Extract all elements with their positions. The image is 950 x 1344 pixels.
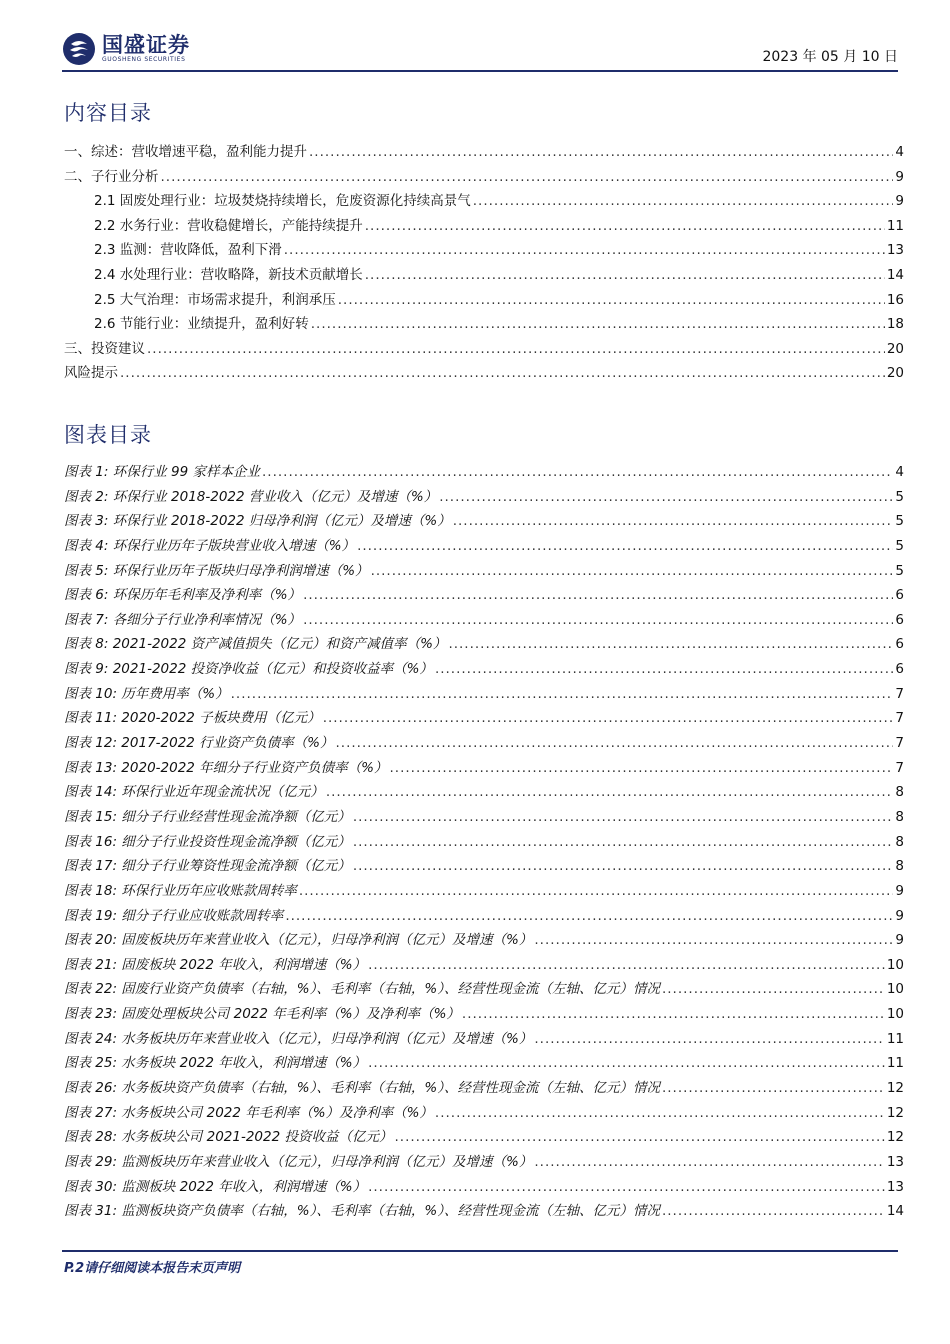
entry-label: 图表 9: 2021-2022 投资净收益（亿元）和投资收益率（%） (64, 661, 433, 678)
toc-entry[interactable] (64, 509, 904, 534)
toc-entry[interactable] (64, 854, 904, 879)
entry-page-number: 7 (895, 735, 904, 752)
entry-page-number: 8 (895, 784, 904, 801)
header-divider (62, 70, 898, 72)
toc-entry[interactable] (64, 706, 904, 731)
dot-leader (323, 710, 894, 726)
toc-entry[interactable] (64, 731, 904, 756)
entry-page-number: 8 (895, 858, 904, 875)
toc-entry[interactable] (64, 904, 904, 929)
entry-page-number: 10 (886, 956, 904, 973)
entry-label: 图表 3: 环保行业 2018-2022 归母净利润（亿元）及增速（%） (64, 513, 451, 530)
entry-label: 图表 17: 细分子行业筹资性现金流净额（亿元） (64, 858, 351, 875)
entry-label: 图表 2: 环保行业 2018-2022 营业收入（亿元）及增速（%） (64, 488, 438, 505)
entry-page-number: 14 (886, 1203, 904, 1220)
entry-page-number: 6 (895, 636, 904, 653)
entry-label: 一、综述：营收增速平稳，盈利能力提升 (64, 144, 307, 160)
entry-page-number: 20 (886, 365, 904, 382)
entry-label: 图表 30: 监测板块 2022 年收入，利润增速（%） (64, 1178, 367, 1195)
dot-leader (390, 760, 894, 776)
entry-label: 二、子行业分析 (64, 168, 159, 185)
entry-label: 2.6 节能行业：业绩提升，盈利好转 (94, 316, 309, 333)
dot-leader (353, 809, 894, 825)
dot-leader (473, 193, 894, 209)
entry-page-number: 9 (895, 907, 904, 924)
dot-leader (394, 1129, 884, 1145)
dot-leader (448, 636, 893, 652)
logo-name-cn: 国盛证券 (102, 33, 190, 57)
entry-page-number: 11 (886, 1030, 904, 1047)
toc-entry[interactable] (64, 583, 904, 608)
entry-label: 2.4 水处理行业：营收略降，新技术贡献增长 (94, 266, 363, 283)
entry-page-number: 7 (895, 759, 904, 776)
entry-label: 图表 29: 监测板块历年来营业收入（亿元），归母净利润（亿元）及增速（%） (64, 1153, 533, 1170)
dot-leader (336, 735, 894, 751)
dot-leader (435, 1105, 885, 1121)
page-header (62, 26, 898, 72)
entry-label: 图表 6: 环保历年毛利率及净利率（%） (64, 587, 302, 604)
dot-leader (120, 365, 885, 381)
report-date: 2023 年 05 月 10 日 (762, 49, 898, 65)
entry-label: 图表 28: 水务板块公司 2021-2022 投资收益（亿元） (64, 1129, 393, 1146)
entry-label: 图表 8: 2021-2022 资产减值损失（亿元）和资产减值率（%） (64, 636, 447, 653)
entry-page-number: 4 (895, 464, 904, 480)
toc-entry[interactable] (64, 632, 904, 657)
toc-entry[interactable] (64, 534, 904, 559)
toc-entry[interactable] (64, 682, 904, 707)
entry-label: 图表 15: 细分子行业经营性现金流净额（亿元） (64, 808, 351, 825)
dot-leader (534, 1031, 884, 1047)
entry-label: 2.2 水务行业：营收稳健增长，产能持续提升 (94, 217, 363, 234)
toc-entry[interactable] (64, 657, 904, 682)
entry-label: 三、投资建议 (64, 340, 145, 357)
entry-label: 风险提示 (64, 365, 118, 382)
entry-label: 2.1 固废处理行业：垃圾焚烧持续增长，危废资源化持续高景气 (94, 193, 471, 210)
dot-leader (161, 169, 894, 185)
dot-leader (303, 612, 893, 628)
footer-divider (62, 1250, 898, 1252)
entry-page-number: 7 (895, 710, 904, 727)
entry-page-number: 9 (895, 168, 904, 185)
toc-entry[interactable] (64, 460, 904, 485)
entry-label: 图表 12: 2017-2022 行业资产负债率（%） (64, 735, 334, 752)
toc-entry[interactable] (64, 805, 904, 830)
toc-entry[interactable] (64, 1150, 904, 1175)
dot-leader (365, 218, 885, 234)
dot-leader (284, 242, 885, 258)
dot-leader (309, 144, 893, 160)
dot-leader (147, 341, 885, 357)
entry-page-number: 9 (895, 882, 904, 899)
toc-entry[interactable] (64, 189, 904, 214)
entry-page-number: 10 (886, 981, 904, 998)
entry-page-number: 6 (895, 611, 904, 628)
entry-page-number: 5 (895, 513, 904, 530)
toc-entry[interactable] (64, 1027, 904, 1052)
footer-disclaimer: P.2请仔细阅读本报告末页声明 (64, 1261, 241, 1276)
entry-page-number: 10 (886, 1006, 904, 1023)
toc-entry[interactable] (64, 214, 904, 239)
dot-leader (662, 1203, 885, 1219)
toc-entry[interactable] (64, 756, 904, 781)
toc-entry[interactable] (64, 1051, 904, 1076)
entry-page-number: 16 (886, 291, 904, 308)
toc-entry[interactable] (64, 337, 904, 362)
toc-entry[interactable] (64, 361, 904, 386)
toc-entry[interactable] (64, 830, 904, 855)
entry-page-number: 11 (886, 1055, 904, 1072)
dot-leader (299, 883, 894, 899)
entry-page-number: 5 (895, 488, 904, 505)
dot-leader (311, 316, 885, 332)
entry-page-number: 18 (886, 316, 904, 333)
entry-label: 图表 26: 水务板块资产负债率（右轴，%）、毛利率（右轴，%）、经营性现金流（左轴、亿元）情况 (64, 1080, 660, 1097)
toc-entry[interactable] (64, 780, 904, 805)
toc-entry[interactable] (64, 165, 904, 190)
entry-page-number: 6 (895, 661, 904, 678)
dot-leader (453, 513, 894, 529)
entry-page-number: 11 (886, 217, 904, 234)
dot-leader (534, 1154, 884, 1170)
entry-page-number: 6 (895, 587, 904, 604)
entry-page-number: 7 (895, 685, 904, 702)
entry-label: 图表 22: 固废行业资产负债率（右轴，%）、毛利率（右轴，%）、经营性现金流（左轴、亿元）情况 (64, 981, 660, 998)
toc-entry[interactable] (64, 1175, 904, 1200)
toc-entry[interactable] (64, 485, 904, 510)
dot-leader (262, 464, 893, 480)
entry-label: 图表 13: 2020-2022 年细分子行业资产负债率（%） (64, 759, 388, 776)
figures-title: 图表目录 (64, 423, 152, 447)
entry-label: 图表 10: 历年费用率（%） (64, 685, 229, 702)
dot-leader (371, 563, 894, 579)
dot-leader (662, 981, 885, 997)
entry-page-number: 14 (886, 266, 904, 283)
logo-mark-icon (62, 32, 96, 66)
toc-entry[interactable] (64, 238, 904, 263)
dot-leader (303, 587, 893, 603)
toc-entry[interactable] (64, 1125, 904, 1150)
entry-label: 图表 20: 固废板块历年来营业收入（亿元），归母净利润（亿元）及增速（%） (64, 932, 533, 949)
toc-entry[interactable] (64, 977, 904, 1002)
toc-entry[interactable] (64, 559, 904, 584)
toc-entry[interactable] (64, 312, 904, 337)
toc-entry[interactable] (64, 1199, 904, 1224)
dot-leader (353, 834, 894, 850)
toc-entry[interactable] (64, 953, 904, 978)
entry-page-number: 4 (895, 144, 904, 160)
entry-label: 图表 16: 细分子行业投资性现金流净额（亿元） (64, 833, 351, 850)
entry-label: 图表 31: 监测板块资产负债率（右轴，%）、毛利率（右轴，%）、经营性现金流（左轴、亿元）情况 (64, 1203, 660, 1220)
dot-leader (326, 784, 894, 800)
entry-label: 2.3 监测：营收降低，盈利下滑 (94, 242, 282, 259)
dot-leader (338, 292, 885, 308)
dot-leader (368, 957, 885, 973)
entry-page-number: 12 (886, 1104, 904, 1121)
entry-page-number: 13 (886, 1153, 904, 1170)
entry-page-number: 9 (895, 193, 904, 210)
entry-label: 图表 25: 水务板块 2022 年收入，利润增速（%） (64, 1055, 367, 1072)
toc-entry[interactable] (64, 1101, 904, 1126)
toc-entry[interactable] (64, 263, 904, 288)
entry-page-number: 5 (895, 537, 904, 554)
dot-leader (534, 932, 893, 948)
toc-title: 内容目录 (64, 101, 152, 125)
dot-leader (231, 686, 894, 702)
logo-name-en: GUOSHENG SECURITIES (102, 56, 186, 63)
dot-leader (435, 661, 893, 677)
dot-leader (462, 1006, 885, 1022)
entry-page-number: 12 (886, 1129, 904, 1146)
dot-leader (368, 1179, 885, 1195)
toc-entry[interactable] (64, 928, 904, 953)
entry-label: 图表 21: 固废板块 2022 年收入，利润增速（%） (64, 956, 367, 973)
entry-page-number: 13 (886, 1178, 904, 1195)
dot-leader (357, 538, 893, 554)
dot-leader (365, 267, 885, 283)
company-logo (62, 32, 190, 66)
dot-leader (439, 489, 893, 505)
entry-page-number: 9 (895, 932, 904, 949)
toc-entry[interactable] (64, 288, 904, 313)
toc-entry[interactable] (64, 1002, 904, 1027)
entry-label: 图表 23: 固废处理板块公司 2022 年毛利率（%）及净利率（%） (64, 1006, 460, 1023)
entry-label: 2.5 大气治理：市场需求提升，利润承压 (94, 291, 336, 308)
dot-leader (285, 908, 893, 924)
entry-page-number: 12 (886, 1080, 904, 1097)
entry-label: 图表 4: 环保行业历年子版块营业收入增速（%） (64, 537, 356, 554)
dot-leader (662, 1080, 885, 1096)
dot-leader (368, 1055, 885, 1071)
entry-page-number: 20 (886, 340, 904, 357)
entry-page-number: 5 (895, 562, 904, 579)
toc-entry[interactable] (64, 608, 904, 633)
figures-list (64, 460, 904, 1224)
toc-entry[interactable] (64, 1076, 904, 1101)
toc-entry[interactable] (64, 879, 904, 904)
entry-label: 图表 27: 水务板块公司 2022 年毛利率（%）及净利率（%） (64, 1104, 433, 1121)
entry-page-number: 13 (886, 242, 904, 259)
entry-page-number: 8 (895, 808, 904, 825)
toc-entry[interactable] (64, 140, 904, 165)
entry-label: 图表 11: 2020-2022 子板块费用（亿元） (64, 710, 321, 727)
entry-label: 图表 19: 细分子行业应收账款周转率 (64, 907, 284, 924)
entry-label: 图表 1: 环保行业 99 家样本企业 (64, 464, 260, 480)
entry-label: 图表 5: 环保行业历年子版块归母净利润增速（%） (64, 562, 369, 579)
dot-leader (353, 858, 894, 874)
entry-label: 图表 14: 环保行业近年现金流状况（亿元） (64, 784, 324, 801)
entry-page-number: 8 (895, 833, 904, 850)
toc-list (64, 140, 904, 386)
entry-label: 图表 18: 环保行业历年应收账款周转率 (64, 882, 297, 899)
entry-label: 图表 7: 各细分子行业净利率情况（%） (64, 611, 302, 628)
entry-label: 图表 24: 水务板块历年来营业收入（亿元），归母净利润（亿元）及增速（%） (64, 1030, 533, 1047)
